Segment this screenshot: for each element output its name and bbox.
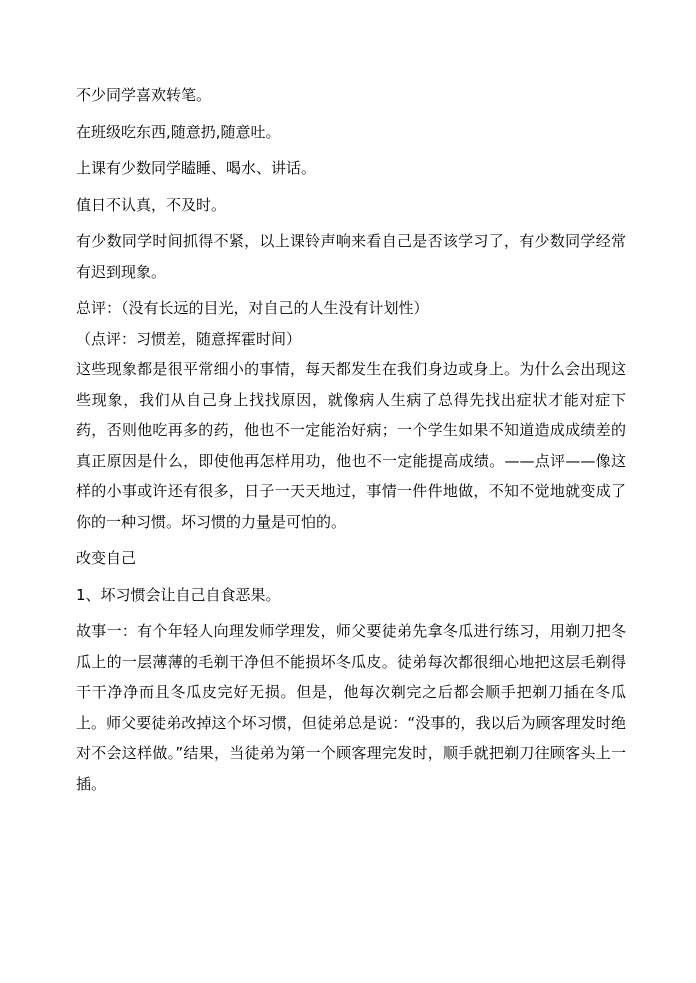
document-body	[76, 80, 626, 799]
paragraph-sleeping-in-class: 上课有少数同学瞌睡、喝水、讲话。	[76, 159, 317, 177]
paragraph-time-management: 有少数同学时间抓得不紧，以上课铃声响来看自己是否该学习了，有少数同学经常有迟到现象。	[76, 232, 626, 281]
paragraph-point-one: 1、坏习惯会让自己自食恶果。	[76, 585, 281, 604]
paragraph-summary: 总评：（没有长远的目光，对自己的人生没有计划性）	[76, 299, 429, 317]
paragraph-duty: 值日不认真，不及时。	[76, 195, 227, 214]
paragraph-eating-in-class: 在班级吃东西,随意扔,随意吐。	[76, 122, 281, 141]
paragraph-story-one: 故事一：有个年轻人向理发师学理发，师父要徒弟先拿冬瓜进行练习，用剃刀把冬瓜上的一层薄薄的毛剃干净但不能损坏冬瓜皮。徒弟每次都很细心地把这层毛剃得干干净净而且冬瓜皮完好无损。但是，他每次剃完之后都会顺手把剃刀插在冬瓜上。师父要徒弟改掉这个坏习惯，但徒弟总是说：“没事的，我以后为顾客理发时绝对不会这样做。”结果，当徒弟为第一个顾客理完发时，顺手就把剃刀往顾客头上一插。	[76, 622, 626, 793]
paragraph-analysis: 这些现象都是很平常细小的事情，每天都发生在我们身边或身上。为什么会出现这些现象，我们从自己身上找找原因，就像病人生病了总得先找出症状才能对症下药，否则他吃再多的药，他也不一定能治好病；一个学生如果不知道造成成绩差的真正原因是什么，即使他再怎样用功，他也不一定能提高成绩。——点评——像这样的小事或许还有很多，日子一天天地过，事情一件件地做，不知不觉地就变成了你的一种习惯。坏习惯的力量是可怕的。	[76, 360, 626, 531]
section-heading-change-yourself: 改变自己	[76, 549, 137, 567]
paragraph-pen-spinning: 不少同学喜欢转笔。	[76, 86, 212, 104]
paragraph-comment: （点评：习惯差，随意挥霍时间）	[76, 329, 302, 348]
